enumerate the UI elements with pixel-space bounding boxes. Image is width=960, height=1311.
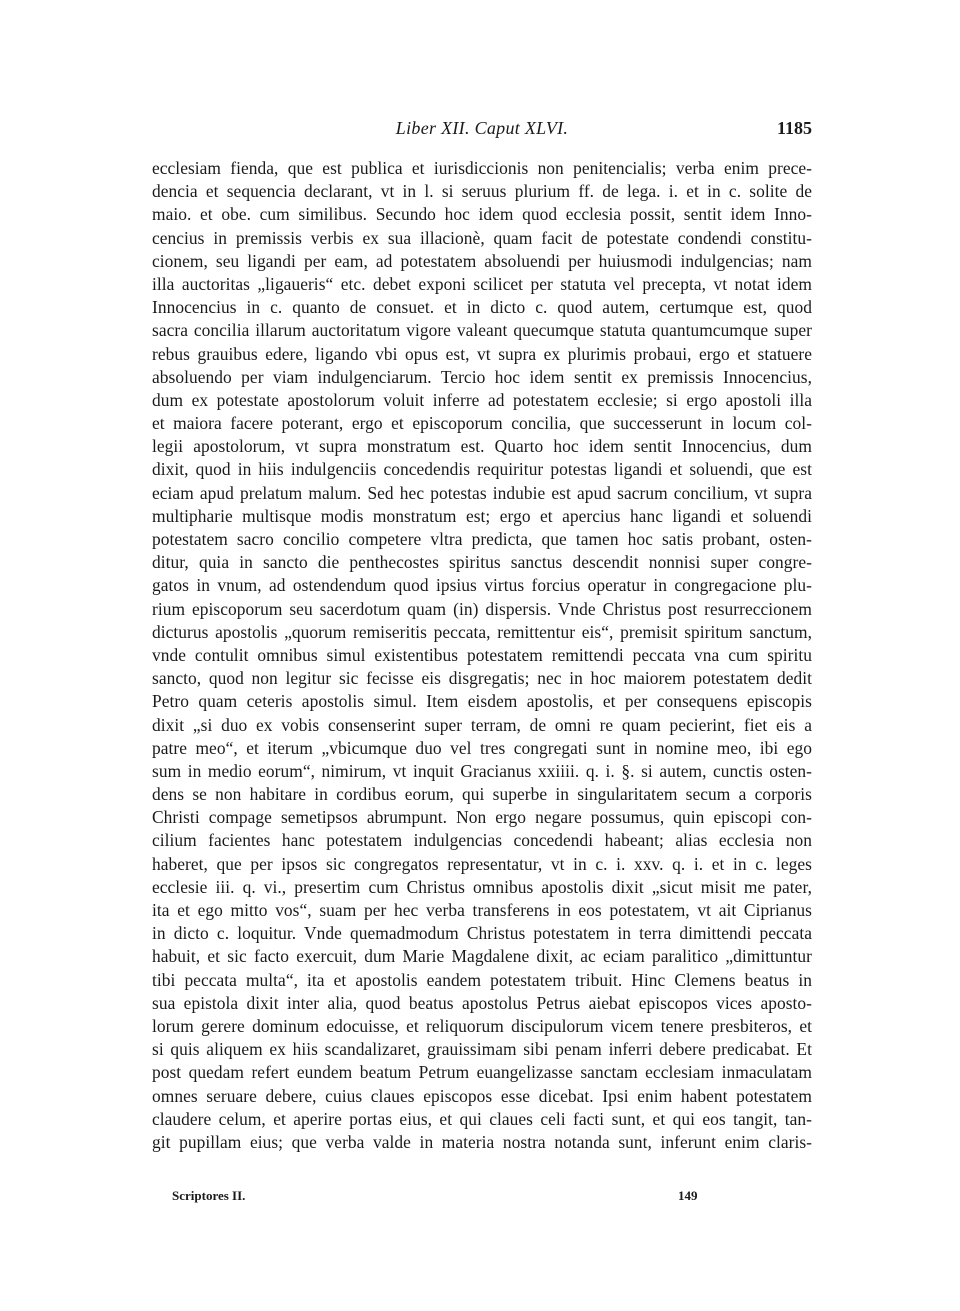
text-line: haberet, que per ipsos sic congregatos representatur, vt in c. i. xxv. q. i. et in c. leges [152, 853, 812, 874]
text-line: cencius in premissis verbis ex sua illacionè, quam facit de potestate condendi constitu- [152, 227, 812, 248]
text-line: cilium facientes hanc potestatem indulgencias concedendi habeant; alias ecclesia non [152, 830, 812, 851]
text-line: sancto, quod non legitur sic fecisse eis disgregatis; nec in hoc maiorem potestatem dedit [152, 668, 812, 689]
text-line: Innocencius in c. quanto de consuet. et in dicto c. quod autem, certumque est, quod [152, 297, 812, 318]
text-line: dicturus apostolis „quorum remiseritis peccata, remittentur eis“, premisit spiritum sanctum, [152, 621, 812, 642]
text-line: sum in medio eorum“, nimirum, vt inquit Gracianus xxiiii. q. i. §. si autem, cunctis osten- [152, 760, 812, 781]
text-line: dum ex potestate apostolorum voluit inferre ad potestatem ecclesie; si ergo apostoli illa [152, 389, 812, 410]
text-line: ecclesie iii. q. vi., presertim cum Christus omnibus apostolis dixit „sicut misit me pater, [152, 876, 812, 897]
text-line: eciam apud prelatum malum. Sed hec potestas indubie est apud sacrum concilium, vt supra [152, 482, 812, 503]
text-line: sua epistola dixit inter alia, quod beatus apostolus Petrus aiebat episcopos vices aposto- [152, 992, 812, 1013]
text-line: git pupillam eius; que verba valde in materia nostra notanda sunt, inferunt enim claris- [152, 1131, 812, 1152]
text-line: gatos in vnum, ad ostendendum quod ipsius virtus forcius operatur in congregacione plu- [152, 575, 812, 596]
text-line: ditur, quia in sancto die penthecostes spiritus sanctus descendit nonnisi super congre- [152, 552, 812, 573]
text-line: habuit, et sic facto exercuit, dum Marie Magdalene dixit, ac eciam paralitico „dimittuntur [152, 946, 812, 967]
text-line: ita et ego mitto vos“, suam per hec verba transferens in eos potestatem, vt ait Ciprianus [152, 900, 812, 920]
text-line: maio. et obe. cum similibus. Secundo hoc idem quod ecclesia possit, sentit idem Inno- [152, 204, 812, 225]
text-line: Christi compage semetipsos abrumpunt. Non ergo negare possumus, quin episcopi con- [152, 807, 812, 828]
text-line: dixit „si duo ex vobis consenserint super terram, de omni re quam pecierint, fiet eis a [152, 714, 812, 735]
text-line: lorum gerere dominum edocuisse, et reliquorum discipulorum vicem tenere presbiteros, et [152, 1015, 812, 1036]
text-line: dens se non habitare in cordibus eorum, qui superbe in singularitatem secum a corporis [152, 784, 812, 805]
text-line: claudere celum, et aperire portas eius, et qui claues celi facti sunt, et qui eos tangit, tan- [152, 1108, 812, 1129]
running-title: Liber XII. Caput XLVI. [395, 118, 569, 138]
text-line: dencia et sequencia declarant, vt in l. si seruus plurium ff. de lega. i. et in c. solite de [152, 181, 812, 202]
text-line: sacra concilia illarum auctoritatum vigore valeant quecumque statuta quantumcumque super [152, 320, 812, 341]
text-line: potestatem sacro concilio competere vltra predicta, que tamen hoc satis probant, osten- [152, 529, 812, 549]
text-line: omnes seruare debere, cuius claues episcopos esse dicebat. Ipsi enim habent potestatem [152, 1085, 812, 1106]
text-line: in dicto c. loquitur. Vnde quemadmodum Christus potestatem in terra dimittendi peccata [152, 923, 812, 944]
text-line: multipharie multisque modis monstratum est; ergo et apercius hanc ligandi et soluendi [152, 505, 812, 526]
text-line: ecclesiam fienda, que est publica et iurisdiccionis non penitencialis; verba enim prece- [152, 158, 812, 178]
text-line: post quedam refert eundem beatum Petrum euangelizasse sanctam ecclesiam inmaculatam [152, 1062, 812, 1083]
text-line: dixit, quod in hiis indulgenciis concedendis requiritur potestas ligandi et soluendi, que est [152, 459, 812, 480]
text-line: rium episcoporum seu sacerdotum quam (in) dispersis. Vnde Christus post resurreccionem [152, 598, 812, 619]
text-line: absoluendo per viam indulgenciarum. Tercio hoc idem sentit ex premissis Innocencius, [152, 366, 812, 387]
text-line: et maiora facere poterant, ergo et episcoporum concilia, que successerunt in locum col- [152, 413, 812, 434]
text-line: legii apostolorum, vt supra monstratum est. Quarto hoc idem sentit Innocencius, dum [152, 436, 812, 457]
running-head [152, 118, 812, 144]
page-footer [152, 1188, 812, 1210]
series-title: Scriptores II. [172, 1188, 246, 1203]
text-line: cionem, seu ligandi per eam, ad potestatem absoluendi per huiusmodi indulgencias; nam [152, 250, 812, 271]
signature-mark: 149 [678, 1188, 698, 1203]
body-text [152, 157, 812, 1154]
text-line: Petro quam ceteris apostolis simul. Item eisdem apostolis, et per consequens episcopis [152, 691, 812, 712]
text-line: si quis aliquem ex hiis scandalizaret, grauissimam sibi penam inferri debere predicabat. Et [152, 1039, 812, 1060]
text-line: vnde contulit omnibus simul existentibus potestatem remittendi peccata vna cum spiritu [152, 644, 812, 665]
page-number: 1185 [776, 118, 812, 138]
text-line: patre meo“, et iterum „vbicumque duo vel tres congregati sunt in nomine meo, ibi ego [152, 737, 812, 758]
text-line: illa auctoritas „ligaueris“ etc. debet exponi scilicet per statuta vel precepta, vt notat idem [152, 273, 812, 294]
text-line: tibi peccata multa“, ita et apostolis eandem potestatem tribuit. Hinc Clemens beatus in [152, 969, 812, 990]
text-line: rebus grauibus edere, ligando vbi opus est, vt supra ex plurimis probaui, ergo et statuere [152, 343, 812, 364]
